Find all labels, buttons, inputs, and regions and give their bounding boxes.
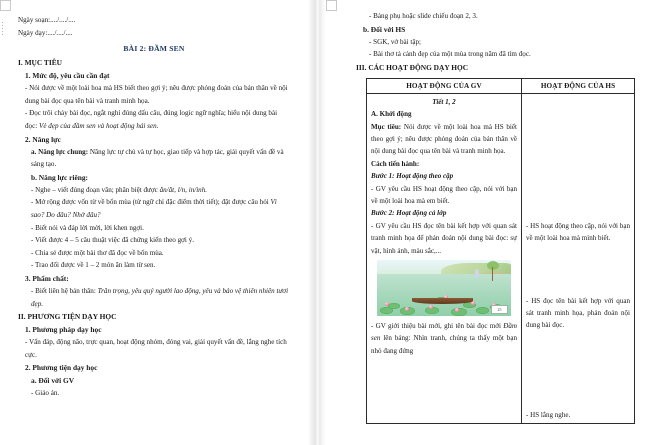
illustration-lotus-flower <box>455 308 459 312</box>
illustration-page-number: 25 <box>491 305 508 314</box>
heading-phuong-tien-day-hoc: II. PHƯƠNG TIỆN DẠY HỌC <box>18 312 117 322</box>
para-biet-lien-he-ban-than <box>18 285 290 310</box>
gv-cach-tien-hanh: Cách tiến hành: <box>371 159 420 168</box>
text-nang-luc-chung: Năng lực tự chủ và tự học, giao tiếp và hợp tác, giải quyết vấn đề và sáng tạo. <box>31 147 284 169</box>
binding-edge-marks <box>2 22 3 36</box>
table-head <box>367 78 635 93</box>
para-van-dap-dong-nao: - Vấn đáp, động não, trực quan, hoạt động nhóm, đóng vai, giải quyết vấn đề, lắng nghe tích cực. <box>25 338 287 359</box>
teaching-activities-table <box>366 78 635 424</box>
heading-cac-hoat-dong-day-hoc: III. CÁC HOẠT ĐỘNG DẠY HỌC <box>356 62 469 72</box>
gv-buoc-2: Bước 2: Hoạt động cả lớp <box>371 209 447 218</box>
table-row <box>367 93 635 423</box>
lesson-illustration-image <box>377 260 511 316</box>
hs-spacer-mid <box>526 245 630 295</box>
gv-buoc-1-text: - GV yêu cầu HS hoạt động theo cặp, nói với bạn về một loài hoa mà em biết. <box>371 184 517 206</box>
illustration-boat <box>412 298 474 304</box>
right-page-body <box>356 10 634 424</box>
hs-buoc-1-text: - HS hoạt động theo cặp, nói với bạn về một loài hoa mà mình biết. <box>526 221 630 243</box>
para-chia-se-bai-tho: - Chia sẻ được một bài thơ đã đọc về bốn mùa. <box>31 248 164 257</box>
heading-nang-luc: 2. Năng lực <box>25 134 61 144</box>
gv-muc-tieu-text: Nói được về một loài hoa mà HS biết theo gợi ý; nêu được phỏng đoán của bản thân về nội dung bài đọc qua tên bài và tranh minh họa. <box>371 122 517 156</box>
page-gutter-shadow <box>308 0 326 445</box>
para-doc-troi-chay-lead: - Đọc trôi chảy bài đọc, ngắt nghỉ đúng dấu câu, đúng logic ngữ nghĩa; hiểu nội dung bài đọc: <box>25 109 278 130</box>
illustration-lotus-pad <box>388 303 400 309</box>
page-left <box>0 0 308 445</box>
heading-nang-luc-rieng: b. Năng lực riêng: <box>31 172 88 182</box>
cell-hs-activities <box>522 93 635 423</box>
gv-heading-khoi-dong: A. Khởi động <box>371 110 412 119</box>
para-nghe-viet-italic: ăn/ăt, l/n, in/inh. <box>159 185 208 194</box>
para-doc-troi-chay <box>18 107 290 132</box>
column-header-hs: HOẠT ĐỘNG CỦA HS <box>522 78 635 93</box>
gv-muc-tieu <box>371 121 517 158</box>
hs-spacer-bottom <box>526 332 630 409</box>
column-header-gv: HOẠT ĐỘNG CỦA GV <box>367 78 522 93</box>
para-lien-he-lead: - Biết liên hệ bản thân: <box>31 286 98 295</box>
heading-muc-tieu: I. MỤC TIÊU <box>18 58 63 68</box>
gv-gioi-thieu-lead: - GV giới thiệu bài mới, ghi tên bài đọc mới <box>371 322 504 331</box>
para-lien-he-italic: Trân trọng, yêu quý người lao động, yêu và bảo vệ thiên nhiên tươi đẹp. <box>31 286 289 308</box>
heading-muc-do-yeu-cau: 1. Mức độ, yêu cầu cần đạt <box>25 71 110 81</box>
para-mo-rong-italic: Vì sao? Do đâu? Nhờ đâu? <box>31 198 277 219</box>
page-right <box>326 0 650 445</box>
gv-muc-tieu-label: Mục tiêu: <box>371 122 402 131</box>
para-bai-tho-ta-canh-dep: - Bài thơ tả cảnh đẹp của một mùa trong năm đã tìm đọc. <box>369 50 531 59</box>
gv-buoc-2-text: - GV yêu cầu HS đọc tên bài kết hợp với quan sát tranh minh họa để phán đoán nội dung bài đọc: sự vật, hình ảnh, màu sắc,... <box>371 221 517 255</box>
crop-mark-bottom-right-right-page <box>326 0 337 11</box>
heading-doi-voi-hs: b. Đối với HS <box>363 24 406 34</box>
para-viet-duoc-4-5-cau: - Viết được 4 – 5 câu thuật việc đã chứng kiến theo gợi ý. <box>31 236 194 245</box>
para-nghe-viet-lead: - Nghe – viết đúng đoạn văn; phân biệt được <box>31 185 160 194</box>
hs-lang-nghe-text: - HS lắng nghe. <box>526 410 571 419</box>
para-mo-rong-lead: - Mở rộng được vốn từ về bốn mùa (từ ngữ chỉ đặc điểm thời tiết); đặt được câu hỏi <box>31 198 271 207</box>
gv-gioi-thieu-bai-moi <box>371 320 517 357</box>
table-body <box>367 93 635 423</box>
gv-gioi-thieu-tail: lên bảng: Nhìn tranh, chúng ta thấy một bạn nhỏ đang đứng <box>371 334 517 355</box>
hs-spacer-top <box>526 96 630 220</box>
date-prepared-line: Ngày soạn:..../..../.... <box>18 16 76 24</box>
gv-gioi-thieu-italic: Đầm sen <box>371 322 517 343</box>
gv-tiet-label: Tiết 1, 2 <box>432 97 456 106</box>
heading-phuong-tien-day-hoc-2: 2. Phương tiện dạy học <box>25 363 98 373</box>
cell-gv-activities <box>367 93 522 423</box>
table-header-row <box>367 78 635 93</box>
heading-pham-chat: 3. Phẩm chất: <box>25 273 69 283</box>
para-giao-an: - Giáo án. <box>31 389 60 398</box>
crop-mark-bottom-right <box>0 0 11 11</box>
para-biet-noi-va-dap: - Biết nói và đáp lời mời, lời khen ngợi. <box>31 223 144 232</box>
para-mo-rong-von-tu <box>18 196 290 221</box>
para-noi-duoc-ve-loai-hoa: - Nói được về một loài hoa mà HS biết theo gợi ý; nêu được phỏng đoán của bản thân về nội dung bài đọc qua tên bài và tranh minh họa. <box>25 84 288 105</box>
hs-buoc-2-text: - HS đọc tên bài kết hợp với quan sát tranh minh họa, phán đoán nội dung bài đọc. <box>526 296 630 330</box>
para-bang-phu-slide: - Bảng phụ hoặc slide chiếu đoạn 2, 3. <box>369 12 478 20</box>
gv-buoc-1: Bước 1: Hoạt động theo cặp <box>371 172 454 181</box>
label-nang-luc-chung: a. Năng lực chung: <box>31 147 89 156</box>
left-page-body <box>18 14 290 400</box>
para-nghe-viet <box>18 184 290 197</box>
para-trao-doi-mon-an: - Trao đổi được về 1 – 2 món ăn làm từ sen. <box>31 261 156 270</box>
illustration-lotus-pad <box>476 307 489 314</box>
page-title: BÀI 2: ĐẦM SEN <box>123 44 185 54</box>
para-sgk-vo-bai-tap: - SGK, vở bài tập; <box>369 37 422 46</box>
para-doc-troi-chay-italic: Vẻ đẹp của đầm sen và hoạt động hái sen. <box>39 121 159 130</box>
heading-doi-voi-gv: a. Đối với GV <box>31 376 75 386</box>
heading-phuong-phap-day-hoc: 1. Phương pháp dạy học <box>25 325 102 335</box>
para-nang-luc-chung <box>18 146 290 171</box>
date-taught-line: Ngày dạy:..../..../.... <box>18 28 73 37</box>
